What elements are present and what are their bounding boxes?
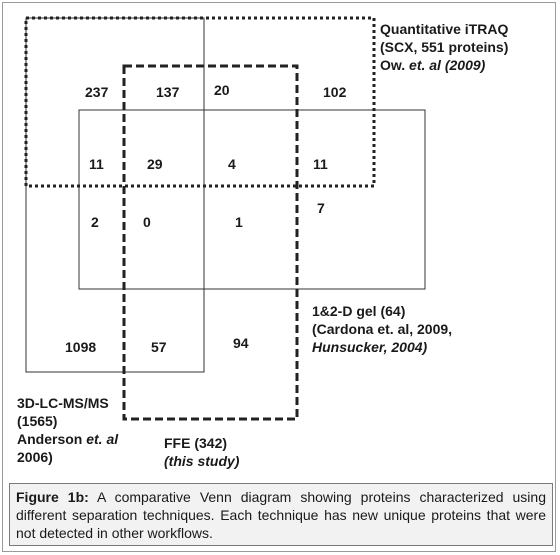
region-count-lcms-gel-ffe: 0 [143, 214, 151, 230]
lcms-label-author: Anderson [17, 431, 87, 447]
gel-label-line2: (Cardona et. al, 2009, [312, 321, 453, 337]
itraq-label-line2: (SCX, 551 proteins) [380, 39, 509, 55]
gel-label-line3: Hunsucker, 2004) [312, 339, 428, 355]
itraq-label-author: Ow. [380, 57, 410, 73]
lcms-label-line3 [17, 430, 118, 448]
set-lcms-box [26, 18, 204, 372]
lcms-label-etal: et. al [86, 431, 119, 447]
ffe-label-line1: FFE (342) [164, 435, 228, 451]
set-label-ffe [164, 434, 239, 470]
region-count-gel-only: 7 [317, 200, 325, 216]
itraq-label-line3 [380, 56, 508, 74]
lcms-label-line2: (1565) [17, 413, 58, 429]
lcms-label-line1: 3D-LC-MS/MS [17, 395, 109, 411]
itraq-label-citation: et. al (2009) [409, 57, 486, 73]
region-count-lcms-itraq: 237 [85, 84, 109, 100]
figure-caption-text: A comparative Venn diagram showing proteins characterized using different separation techniques. Each technique has new unique proteins that were not detected in other workflows. [16, 489, 546, 541]
region-count-lcms-itraq-ffe: 137 [156, 84, 180, 100]
region-count-lcms-itraq-gel: 11 [89, 156, 104, 172]
region-count-lcms-ffe: 57 [151, 339, 167, 355]
region-count-gel-ffe: 1 [235, 214, 243, 230]
ffe-label-line2: (this study) [164, 453, 240, 469]
figure [2, 2, 556, 552]
region-count-lcms-gel: 2 [91, 214, 99, 230]
region-count-itraq-gel-ffe: 4 [228, 156, 236, 172]
region-count-lcms-only: 1098 [65, 339, 97, 355]
region-count-itraq-ffe: 20 [214, 82, 230, 98]
itraq-label-line1: Quantitative iTRAQ [380, 21, 509, 37]
set-label-lcms [17, 394, 118, 466]
figure-caption-label: Figure 1b: [16, 489, 89, 505]
set-ffe-box [124, 66, 297, 419]
gel-label-line1: 1&2-D gel (64) [312, 303, 406, 319]
lcms-label-line4: 2006) [17, 449, 53, 465]
region-count-itraq-only: 102 [323, 84, 347, 100]
set-gel-box [79, 110, 425, 289]
figure-caption [9, 483, 553, 546]
set-label-gel [312, 302, 452, 356]
region-count-ffe-only: 94 [233, 335, 249, 351]
region-count-all-four: 29 [147, 156, 163, 172]
region-count-itraq-gel: 11 [313, 156, 328, 172]
set-label-itraq [380, 20, 508, 74]
